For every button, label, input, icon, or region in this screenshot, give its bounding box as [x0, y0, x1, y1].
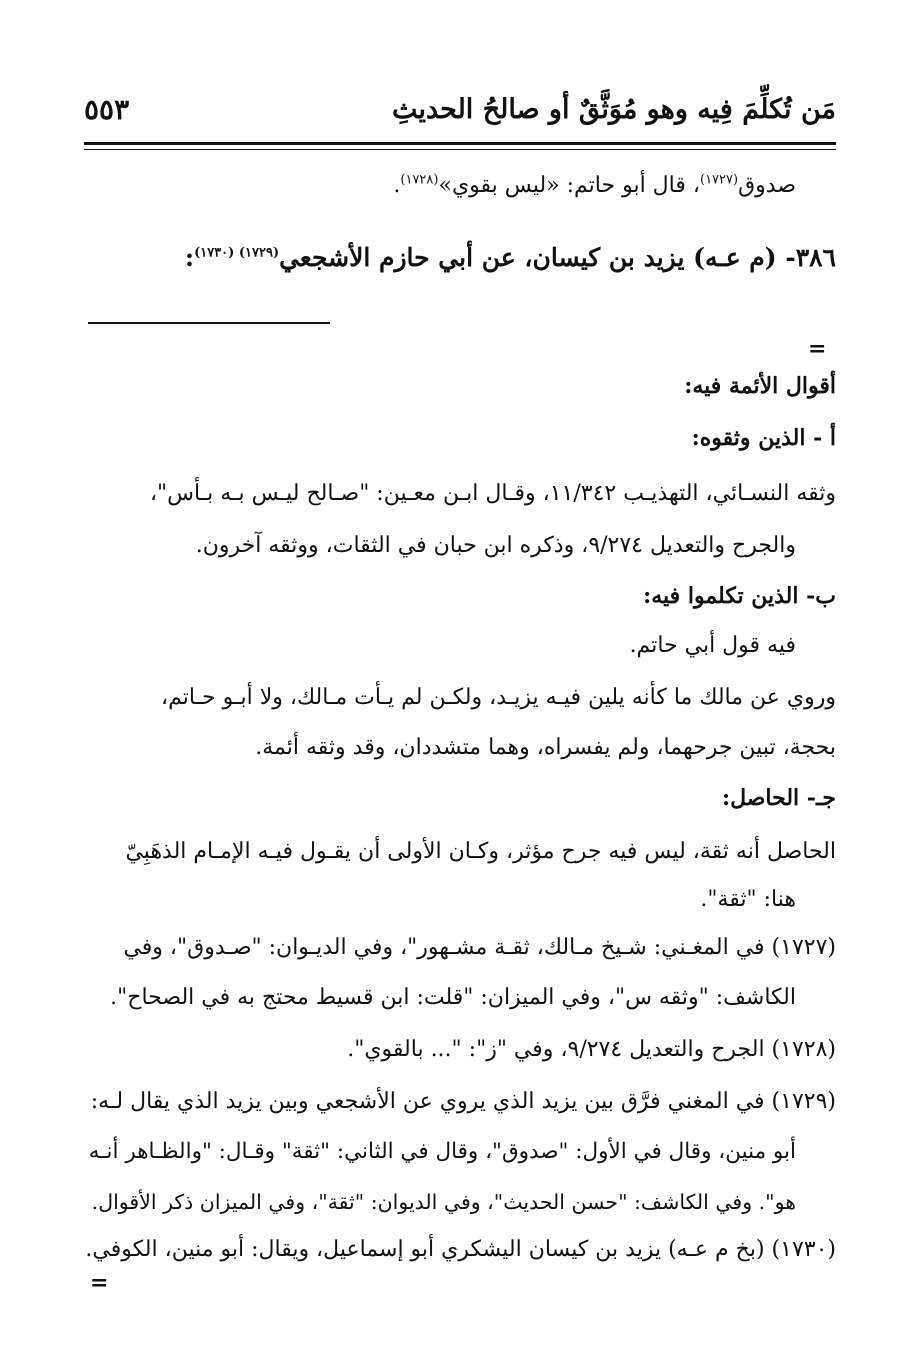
- footnote-ref-1729-1730: (١٧٢٩) (١٧٣٠): [194, 245, 280, 261]
- continuation-mark-bottom: =: [90, 1270, 109, 1296]
- footnote-separator: [88, 322, 330, 324]
- running-title: مَن تُكلِّمَ فِيه وهو مُوَثَّقٌ أو صالحُ الحديثِ: [391, 93, 836, 125]
- footnote-1727-line-1: (١٧٢٧) في المغـني: شـيخ مـالك، ثقـة مشـهور"، وفي الديـوان: "صـدوق"، وفي: [123, 935, 836, 960]
- section-b-line-3: بحجة، تبين جرحهما، ولم يفسراه، وهما متشددان، وقد وثقه أئمة.: [255, 735, 836, 760]
- continuation-mark-top: =: [808, 336, 827, 362]
- section-a-heading: أ - الذين وثقوه:: [691, 425, 836, 451]
- running-header: [84, 82, 836, 136]
- entry-heading-text: ٣٨٦- (م عـه) يزيد بن كيسان، عن أبي حازم الأشجعي: [279, 243, 836, 272]
- section-c-line-2: هنا: "ثقة".: [700, 887, 796, 912]
- section-c-line-1: الحاصل أنه ثقة، ليس فيه جرح مؤثر، وكـان الأولى أن يقـول فيـه الإمـام الذهَبِيّ: [125, 839, 836, 864]
- entry-heading: [84, 238, 836, 278]
- line1-end: .: [393, 173, 401, 198]
- entry-heading-end: :: [184, 243, 195, 272]
- footnote-1729-line-2: أبو منين، وقال في الأول: "صدوق"، وقال في الثاني: "ثقة" وقـال: "والظـاهر أنـه: [88, 1139, 796, 1164]
- section-b-line-2: وروي عن مالك ما كأنه يلين فيـه يزيـد، ولكـن لم يـأت مـالك، ولا أبـو حـاتم،: [161, 685, 836, 710]
- section-b-heading: ب- الذين تكلموا فيه:: [643, 583, 836, 609]
- footnote-1729-line-3: هو". وفي الكاشف: "حسن الحديث"، وفي الديوان: "ثقة"، وفي الميزان ذكر الأقوال.: [91, 1190, 796, 1214]
- footnote-1728-line-1: (١٧٢٨) الجرح والتعديل ٩/٢٧٤، وفي "ز": "... بالقوي".: [347, 1037, 836, 1062]
- main-text-line-1: [84, 166, 796, 206]
- section-a-line-1: وثقه النسـائي، التهذيـب ١١/٣٤٢، وقـال ابـن معـين: "صـالح ليـس بـه بـأس"،: [149, 481, 836, 506]
- footnote-ref-1728: (١٧٢٨): [400, 172, 439, 188]
- line1-quote: ، قال أبو حاتم: «ليس بقوي»: [438, 173, 700, 198]
- footnote-1730-line-1: (١٧٣٠) (بخ م عـه) يزيد بن كيسان اليشكري أبو إسماعيل، ويقال: أبو منين، الكوفي.: [85, 1237, 836, 1262]
- footnote-1727-line-2: الكاشف: "وثقه س"، وفي الميزان: "قلت: ابن قسيط محتج به في الصحاح".: [110, 985, 796, 1010]
- section-c-heading: جـ- الحاصل:: [721, 785, 836, 811]
- footnote-ref-1727: (١٧٢٧): [699, 172, 739, 188]
- page-number: ٥٥٣: [84, 92, 130, 126]
- section-a-line-2: والجرح والتعديل ٩/٢٧٤، وذكره ابن حبان في الثقات، ووثقه آخرون.: [195, 533, 796, 558]
- header-rule-thin: [84, 149, 836, 150]
- scholars-heading: أقوال الأئمة فيه:: [684, 373, 836, 399]
- section-b-line-1: فيه قول أبي حاتم.: [629, 633, 796, 658]
- header-rule-thick: [84, 142, 836, 145]
- line1-text: صدوق: [738, 173, 796, 198]
- footnote-1729-line-1: (١٧٢٩) في المغني فرَّق بين يزيد الذي يروي عن الأشجعي وبين يزيد الذي يقال لـه:: [90, 1089, 836, 1114]
